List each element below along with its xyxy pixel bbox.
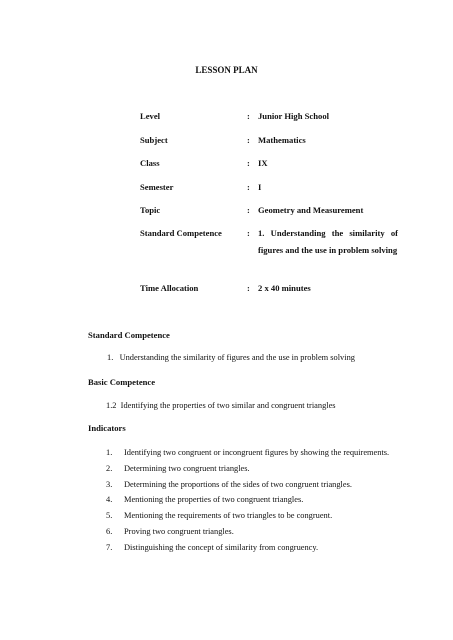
list-item	[106, 492, 390, 508]
item-text: Proving two congruent triangles.	[124, 526, 234, 536]
item-number: 2.	[106, 463, 113, 473]
item-text: Identifying the properties of two similar and congruent triangles	[120, 401, 336, 410]
item-number: 7.	[106, 542, 113, 552]
item-text: Determining two congruent triangles.	[124, 463, 250, 473]
indicators-heading: Indicators	[88, 423, 126, 433]
info-colon: :	[247, 111, 250, 121]
item-text: Determining the proportions of the sides of two congruent triangles.	[124, 479, 352, 489]
item-text: Identifying two congruent or incongruent figures by showing the requirements.	[124, 448, 390, 457]
info-value: 2 x 40 minutes	[258, 283, 311, 293]
info-colon: :	[247, 283, 250, 293]
item-text: Distinguishing the concept of similarity from congruency.	[124, 542, 319, 552]
item-number: 4.	[106, 495, 113, 505]
standard-competence-item	[107, 353, 355, 362]
document-title: LESSON PLAN	[195, 65, 258, 75]
info-label: Time Allocation	[140, 283, 199, 293]
info-label: Semester	[140, 182, 174, 192]
info-colon: :	[247, 135, 250, 145]
basic-competence-heading: Basic Competence	[88, 377, 156, 387]
list-item	[106, 477, 390, 493]
info-colon: :	[247, 228, 250, 238]
item-text: Understanding the similarity of figures and the use in problem solving	[119, 353, 355, 362]
info-label: Standard Competence	[140, 228, 222, 238]
indicators-list	[106, 445, 390, 556]
basic-competence-item	[106, 401, 336, 410]
info-value: Geometry and Measurement	[258, 205, 364, 215]
info-value: Junior High School	[258, 111, 329, 121]
info-colon: :	[247, 182, 250, 192]
list-item	[106, 445, 390, 461]
list-item	[106, 524, 390, 540]
info-colon: :	[247, 158, 250, 168]
info-label: Topic	[140, 205, 161, 215]
info-label: Level	[140, 111, 161, 121]
item-number: 5.	[106, 511, 113, 521]
item-number: 6.	[106, 526, 113, 536]
list-item	[106, 508, 390, 524]
info-colon: :	[247, 205, 250, 215]
info-value: Mathematics	[258, 135, 306, 145]
item-text: Mentioning the requirements of two triangles to be congruent.	[124, 511, 333, 521]
list-item	[106, 540, 390, 556]
item-text: Mentioning the properties of two congruent triangles.	[124, 495, 304, 505]
item-number: 3.	[106, 479, 113, 489]
info-label: Class	[140, 158, 160, 168]
standard-competence-heading: Standard Competence	[88, 330, 170, 340]
item-number: 1.2	[106, 401, 117, 410]
info-label: Subject	[140, 135, 168, 145]
item-number: 1.	[106, 448, 113, 457]
info-value: I	[258, 182, 262, 192]
item-number: 1.	[107, 353, 114, 362]
list-item	[106, 461, 390, 477]
info-value: 1. Understanding the similarity of figures and the use in problem solving	[258, 228, 398, 255]
info-value: IX	[258, 158, 268, 168]
